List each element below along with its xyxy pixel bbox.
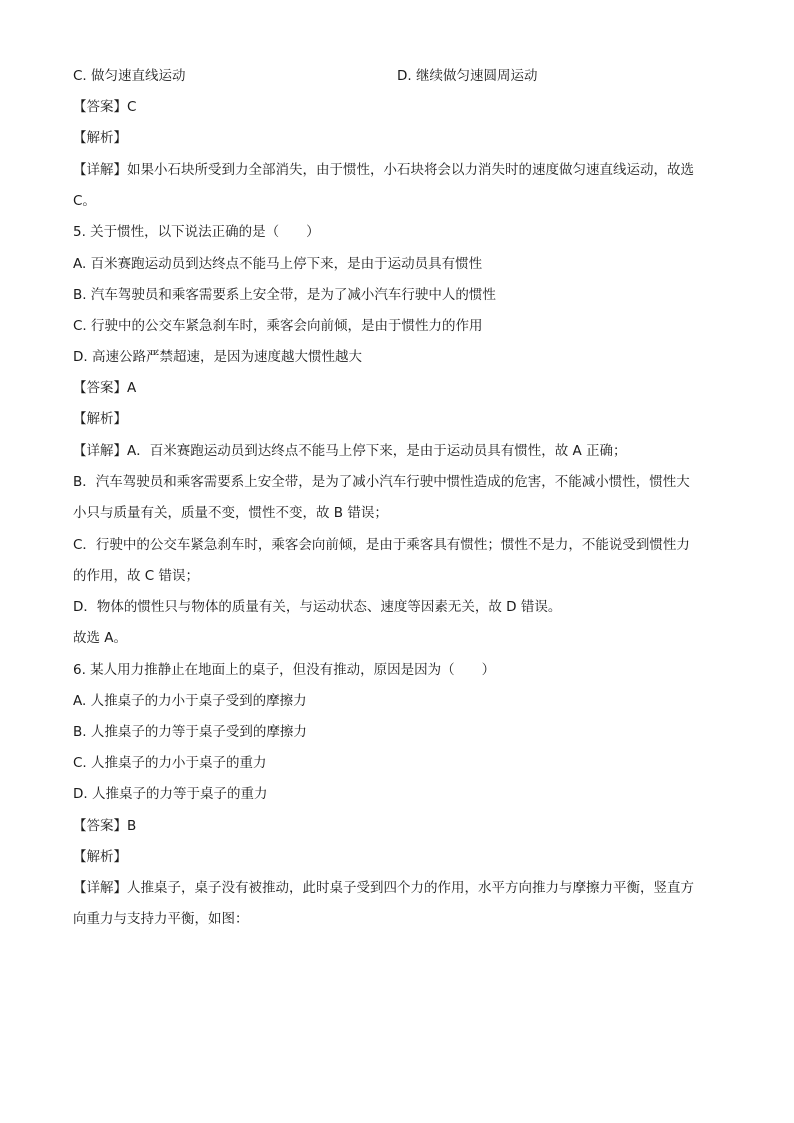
question-5: 5. 关于惯性，以下说法正确的是（ ）	[73, 224, 320, 240]
q5-detail-b-cont: 小只与质量有关，质量不变，惯性不变，故 B 错误；	[73, 505, 388, 521]
question-6: 6. 某人用力推静止在地面上的桌子，但没有推动，原因是因为（ ）	[73, 662, 496, 678]
q6-option-d: D. 人推桌子的力等于桌子的重力	[73, 786, 268, 802]
q5-detail-c: C．行驶中的公交车紧急刹车时，乘客会向前倾，是由于乘客具有惯性；惯性不是力，不能说受到惯性力	[73, 537, 690, 553]
q6-option-a: A. 人推桌子的力小于桌子受到的摩擦力	[73, 693, 307, 709]
q6-detail: 【详解】人推桌子，桌子没有被推动，此时桌子受到四个力的作用，水平方向推力与摩擦力平衡，竖直方	[73, 880, 694, 896]
q6-option-c: C. 人推桌子的力小于桌子的重力	[73, 755, 267, 771]
q6-detail-cont: 向重力与支持力平衡，如图：	[73, 911, 249, 927]
q5-detail-d: D．物体的惯性只与物体的质量有关，与运动状态、速度等因素无关，故 D 错误。	[73, 599, 562, 615]
option-d-text: D. 继续做匀速圆周运动	[397, 68, 538, 84]
detail-text: 【详解】如果小石块所受到力全部消失，由于惯性，小石块将会以力消失时的速度做匀速直线运动，故选	[73, 162, 694, 178]
q5-detail-c-cont: 的作用，故 C 错误；	[73, 568, 200, 584]
q5-option-d: D. 高速公路严禁超速，是因为速度越大惯性越大	[73, 349, 362, 365]
q5-option-c: C. 行驶中的公交车紧急刹车时，乘客会向前倾，是由于惯性力的作用	[73, 318, 483, 334]
q5-answer-label: 【答案】A	[73, 380, 137, 396]
q5-detail-a: 【详解】A．百米赛跑运动员到达终点不能马上停下来，是由于运动员具有惯性，故 A 正确；	[73, 443, 627, 459]
q5-option-a: A. 百米赛跑运动员到达终点不能马上停下来，是由于运动员具有惯性	[73, 256, 483, 272]
q5-conclusion: 故选 A。	[73, 630, 128, 646]
q5-analysis-label: 【解析】	[73, 411, 127, 427]
q6-analysis-label: 【解析】	[73, 849, 127, 865]
q6-answer-label: 【答案】B	[73, 818, 137, 834]
detail-text-cont: C。	[73, 193, 96, 209]
q6-option-b: B. 人推桌子的力等于桌子受到的摩擦力	[73, 724, 307, 740]
q5-detail-b: B．汽车驾驶员和乘客需要系上安全带，是为了减小汽车行驶中惯性造成的危害，不能减小惯性，惯性大	[73, 474, 690, 490]
analysis-label: 【解析】	[73, 130, 127, 146]
q5-option-b: B. 汽车驾驶员和乘客需要系上安全带，是为了减小汽车行驶中人的惯性	[73, 287, 496, 303]
option-c-text: C. 做匀速直线运动	[73, 68, 186, 84]
answer-label: 【答案】C	[73, 99, 137, 115]
